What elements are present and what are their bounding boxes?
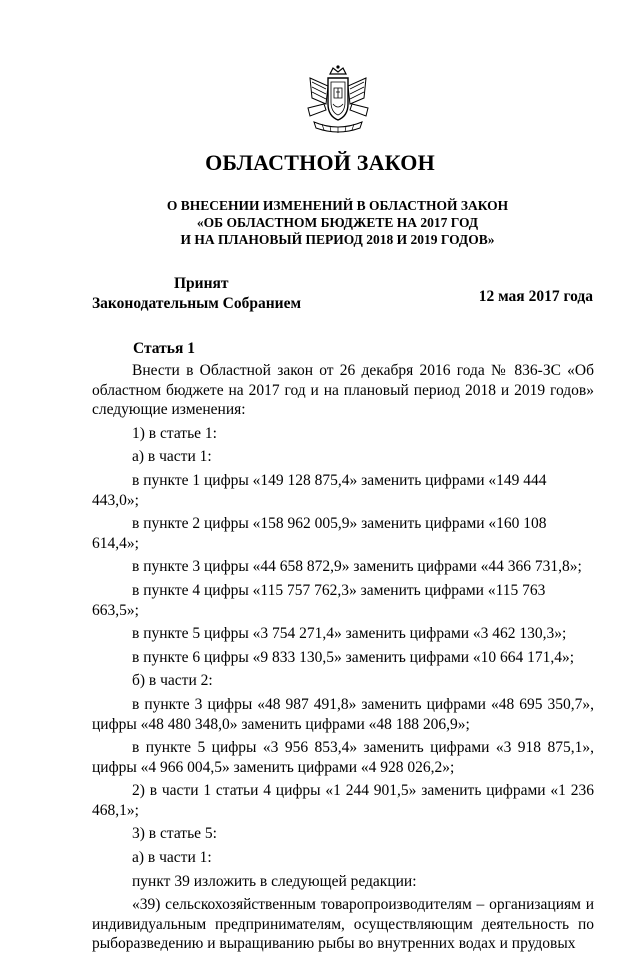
paragraph: в пункте 1 цифры «149 128 875,4» заменить цифрами «149 444 443,0»; [92,471,547,509]
paragraph: «39) сельскохозяйственным товаропроизводителям – организациям и индивидуальным предпринимателям, осуществляющим деятельность по рыборазведению и выращиванию рыбы во внутренних водах и прудовых [92,896,594,953]
paragraph: пункт 39 изложить в следующей редакции: [132,872,417,890]
paragraph: в пункте 6 цифры «9 833 130,5» заменить цифрами «10 664 171,4»; [132,648,575,666]
paragraph: в пункте 4 цифры «115 757 762,3» заменить цифрами «115 763 663,5»; [92,581,546,619]
paragraph: в пункте 3 цифры «48 987 491,8» заменить цифрами «48 695 350,7», цифры «48 480 348,0» заменить цифрами «48 188 206,9»; [92,695,594,733]
paragraph: в пункте 5 цифры «3 754 271,4» заменить цифрами «3 462 130,3»; [132,625,567,643]
subtitle-line: И НА ПЛАНОВЫЙ ПЕРИОД 2018 И 2019 ГОДОВ» [180,232,495,247]
paragraph: в пункте 2 цифры «158 962 005,9» заменить цифрами «160 108 614,4»; [92,515,547,552]
paragraph: а) в части 1: [132,849,212,867]
paragraph: 3) в статье 5: [132,825,217,843]
document-title: ОБЛАСТНОЙ ЗАКОН [205,150,435,175]
article-heading: Статья 1 [133,340,195,357]
paragraph: 1) в статье 1: [132,424,217,442]
coat-of-arms-icon [302,64,374,136]
subtitle-line: О ВНЕСЕНИИ ИЗМЕНЕНИЙ В ОБЛАСТНОЙ ЗАКОН [166,198,509,213]
adopted-label: Принят [174,275,229,292]
paragraph: в пункте 3 цифры «44 658 872,9» заменить цифрами «44 366 731,8»; [132,558,582,576]
paragraph: Внести в Областной закон от 26 декабря 2016 года № 836-ЗС «Об областном бюджете на 2017 год и на плановый период 2018 и 2019 годов» следующие изменения: [92,362,594,419]
adoption-date: 12 мая 2017 года [478,288,593,305]
subtitle-line: «ОБ ОБЛАСТНОМ БЮДЖЕТЕ НА 2017 ГОД [196,215,479,230]
paragraph: а) в части 1: [132,448,212,466]
paragraph: б) в части 2: [132,672,213,690]
adoption-block [92,274,301,314]
adopted-by: Законодательным Собранием [92,295,302,312]
paragraph: 2) в части 1 статьи 4 цифры «1 244 901,5» заменить цифрами «1 236 468,1»; [92,782,594,819]
article-body [92,361,594,954]
document-subtitle [0,197,640,248]
paragraph: в пункте 5 цифры «3 956 853,4» заменить цифрами «3 918 875,1», цифры «4 966 004,5» заменить цифрами «4 928 026,2»; [92,739,594,776]
